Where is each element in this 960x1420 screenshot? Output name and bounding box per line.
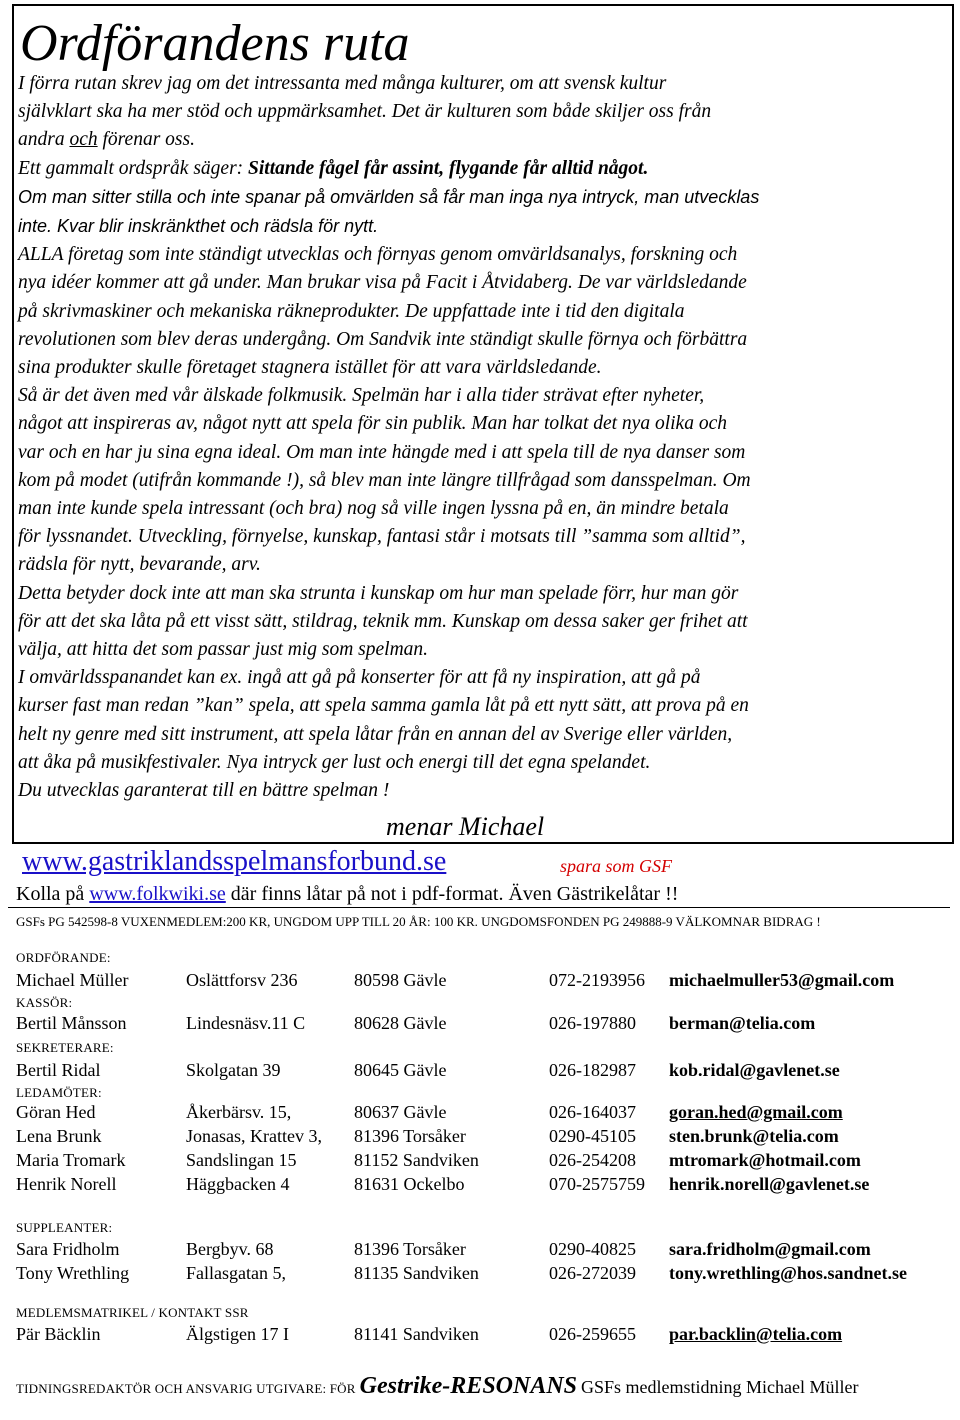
text-run: kurser fast man redan ”kan” spela, att spela samma gamla låt på ett nytt sätt, att prova på en	[18, 695, 749, 717]
contact-name: Tony Wrethling	[16, 1263, 130, 1283]
text-run: på skrivmaskiner och mekaniska räkneprodukter. De uppfattade inte i tid den digitala	[18, 300, 685, 322]
text-run: Så är det även med vår älskade folkmusik. Spelmän har i alla tider strävat efter nyheter,	[18, 385, 705, 407]
contact-name: Maria Tromark	[16, 1150, 126, 1170]
text-run: Detta betyder dock inte att man ska strunta i kunskap om hur man spelade förr, hur man gör	[18, 582, 739, 604]
body-line	[18, 269, 948, 297]
body-line	[18, 298, 948, 326]
body-line	[18, 98, 948, 126]
body-line	[18, 439, 948, 467]
folkwiki-line	[16, 883, 678, 906]
text-run: för lyssnandet. Utveckling, förnyelse, kunskap, fantasi står i motsats till ”samma som alltid”,	[18, 526, 746, 548]
contact-email[interactable]: michaelmuller53@gmail.com	[669, 970, 895, 990]
website-link[interactable]: www.gastriklandsspelmansforbund.se	[22, 846, 447, 877]
section-suppleanter: SUPPLEANTER:	[16, 1220, 113, 1235]
contact-name: Bertil Månsson	[16, 1013, 127, 1033]
contact-phone: 026-272039	[549, 1263, 636, 1283]
body-line	[18, 580, 948, 608]
contact-street: Oslättforsv 236	[186, 970, 298, 990]
text-run: för att det ska låta på ett visst sätt, stildrag, teknik mm. Kunskap om dessa saker ger frihet att	[18, 610, 748, 632]
section-ordforande: ORDFÖRANDE:	[16, 950, 111, 965]
text-run: Ett gammalt ordspråk säger:	[18, 157, 249, 179]
contact-street: Sandslingan 15	[186, 1150, 297, 1170]
text-run: självklart ska ha mer stöd och uppmärksamhet. Det är kulturen som både skiljer oss från	[18, 101, 712, 123]
contact-phone: 0290-40825	[549, 1239, 636, 1259]
contact-postal: 80598 Gävle	[354, 970, 447, 990]
folkwiki-tail: där finns låtar på not i pdf-format. Även Gästrikelåtar !!	[225, 883, 679, 905]
text-run: att åka på musikfestivaler. Nya intryck ger lust och energi till det egna spelandet.	[18, 751, 651, 773]
body-line	[18, 777, 948, 805]
info-bar: GSFs PG 542598-8 VUXENMEDLEM:200 KR, UNGDOM UPP TILL 20 ÅR: 100 KR. UNGDOMSFONDEN PG 249888-9 VÄLKOMNAR BIDRAG !	[16, 914, 821, 929]
text-run: var och en har ju sina egna ideal. Om man inte hängde med i att spela till de nya danser som	[18, 441, 746, 463]
body-line	[18, 495, 948, 523]
section-ledamoter: LEDAMÖTER:	[16, 1085, 102, 1100]
contact-street: Skolgatan 39	[186, 1060, 281, 1080]
section-matrikel: MEDLEMSMATRIKEL / KONTAKT SSR	[16, 1305, 249, 1320]
contact-email[interactable]: berman@telia.com	[669, 1013, 816, 1033]
text-run: helt ny genre med sitt instrument, att spela låtar från en annan del av Sverige eller världen,	[18, 723, 733, 745]
body-line	[18, 636, 948, 664]
contact-name: Göran Hed	[16, 1102, 96, 1122]
text-run: I förra rutan skrev jag om det intressanta med många kulturer, om att svensk kultur	[18, 73, 667, 94]
text-run: man inte kunde spela intressant (och bra) nog så ville ingen lyssna på en, än mindre betala	[18, 498, 729, 520]
contact-street: Jonasas, Krattev 3,	[186, 1126, 322, 1146]
contact-street: Lindesnäsv.11 C	[186, 1013, 306, 1033]
article-body	[18, 70, 948, 805]
body-line	[18, 155, 948, 183]
body-line	[18, 241, 948, 269]
signature: menar Michael	[386, 812, 545, 841]
section-kassor: KASSÖR:	[16, 995, 73, 1010]
body-line	[18, 467, 948, 495]
text-run: ALLA företag som inte ständigt utvecklas och förnyas genom omvärldsanalys, forskning och	[18, 244, 738, 266]
publisher-footer	[16, 1373, 859, 1400]
body-line	[18, 721, 948, 749]
body-line	[18, 183, 948, 212]
contact-phone: 026-182987	[549, 1060, 636, 1080]
section-sekreterare: SEKRETERARE:	[16, 1040, 114, 1055]
text-run: välja, att hitta det som passar just mig som spelman.	[18, 639, 429, 661]
publication-title: Gestrike-RESONANS	[359, 1373, 578, 1399]
body-line	[18, 126, 948, 154]
contact-postal: 81396 Torsåker	[354, 1239, 466, 1259]
text-run: Sittande fågel får assint, flygande får alltid något.	[248, 157, 649, 179]
contact-street: Fallasgatan 5,	[186, 1263, 286, 1283]
contact-postal: 81135 Sandviken	[354, 1263, 479, 1283]
contact-street: Åkerbärsv. 15,	[186, 1102, 292, 1122]
text-run: kom på modet (utifrån kommande !), så blev man inte längre tillfrågad som dansspelman. Om	[18, 469, 751, 491]
body-line	[18, 382, 948, 410]
chairman-column-box	[12, 4, 954, 844]
text-run: inte. Kvar blir inskränkthet och rädsla för nytt.	[18, 216, 379, 237]
contact-name: Sara Fridholm	[16, 1239, 120, 1259]
contact-email[interactable]: henrik.norell@gavlenet.se	[669, 1174, 870, 1194]
body-line	[18, 749, 948, 777]
text-run: förenar oss.	[97, 129, 195, 151]
text-run: sina produkter skulle företaget stagnera istället för att vara världsledande.	[18, 357, 602, 379]
body-line	[18, 551, 948, 579]
text-run: något att inspireras av, något nytt att spela för sin publik. Man har tolkat det nya olika och	[18, 413, 727, 435]
contact-street: Bergbyv. 68	[186, 1239, 274, 1259]
section-divider	[8, 907, 950, 908]
contact-email[interactable]: mtromark@hotmail.com	[669, 1150, 861, 1170]
contact-postal: 81152 Sandviken	[354, 1150, 479, 1170]
body-line	[18, 70, 948, 98]
contact-phone: 026-197880	[549, 1013, 636, 1033]
contact-street: Älgstigen 17 I	[186, 1324, 289, 1344]
contact-email[interactable]: kob.ridal@gavlenet.se	[669, 1060, 840, 1080]
body-line	[18, 212, 948, 241]
contact-name: Lena Brunk	[16, 1126, 102, 1146]
contact-email[interactable]: par.backlin@telia.com	[669, 1324, 843, 1344]
page-title: Ordförandens ruta	[20, 15, 410, 72]
contact-name: Henrik Norell	[16, 1174, 117, 1194]
contact-name: Bertil Ridal	[16, 1060, 101, 1080]
body-line	[18, 664, 948, 692]
contact-phone: 026-254208	[549, 1150, 636, 1170]
contact-postal: 80645 Gävle	[354, 1060, 447, 1080]
contact-phone: 072-2193956	[549, 970, 645, 990]
contact-postal: 81141 Sandviken	[354, 1324, 479, 1344]
contact-name: Michael Müller	[16, 970, 129, 990]
text-run: och	[69, 129, 98, 151]
contact-phone: 026-259655	[549, 1324, 636, 1344]
save-as-note: spara som GSF	[560, 856, 673, 876]
folkwiki-lead: Kolla på	[16, 883, 90, 905]
body-line	[18, 354, 948, 382]
text-run: andra	[18, 129, 70, 151]
body-line	[18, 410, 948, 438]
body-line	[18, 608, 948, 636]
text-run: nya idéer kommer att gå under. Man brukar visa på Facit i Åtvidaberg. De var världsledande	[18, 272, 747, 294]
contact-postal: 80637 Gävle	[354, 1102, 447, 1122]
contact-phone: 070-2575759	[549, 1174, 645, 1194]
publisher-lead: TIDNINGSREDAKTÖR OCH ANSVARIG UTGIVARE: FÖR	[16, 1381, 356, 1396]
contact-postal: 80628 Gävle	[354, 1013, 447, 1033]
text-run: rädsla för nytt, bevarande, arv.	[18, 554, 261, 576]
contact-phone: 0290-45105	[549, 1126, 636, 1146]
text-run: Om man sitter stilla och inte spanar på omvärlden så får man inga nya intryck, man utvecklas	[18, 186, 760, 207]
contact-email[interactable]: sara.fridholm@gmail.com	[669, 1239, 871, 1259]
body-line	[18, 523, 948, 551]
contact-name: Pär Bäcklin	[16, 1324, 101, 1344]
folkwiki-link[interactable]: www.folkwiki.se	[89, 883, 226, 905]
contact-phone: 026-164037	[549, 1102, 636, 1122]
contact-email[interactable]: goran.hed@gmail.com	[669, 1102, 843, 1122]
contact-street: Häggbacken 4	[186, 1174, 290, 1194]
contact-email[interactable]: tony.wrethling@hos.sandnet.se	[669, 1263, 907, 1283]
contact-email[interactable]: sten.brunk@telia.com	[669, 1126, 839, 1146]
text-run: revolutionen som blev deras undergång. Om Sandvik inte ständigt skulle förnya och förbättra	[18, 328, 748, 350]
contact-postal: 81631 Ockelbo	[354, 1174, 465, 1194]
text-run: I omvärldsspanandet kan ex. ingå att gå på konserter för att få ny inspiration, att gå på	[18, 667, 701, 689]
body-line	[18, 692, 948, 720]
body-line	[18, 326, 948, 354]
text-run: Du utvecklas garanterat till en bättre spelman !	[18, 780, 390, 802]
contact-postal: 81396 Torsåker	[354, 1126, 466, 1146]
publisher-tail: GSFs medlemstidning Michael Müller	[581, 1377, 859, 1397]
